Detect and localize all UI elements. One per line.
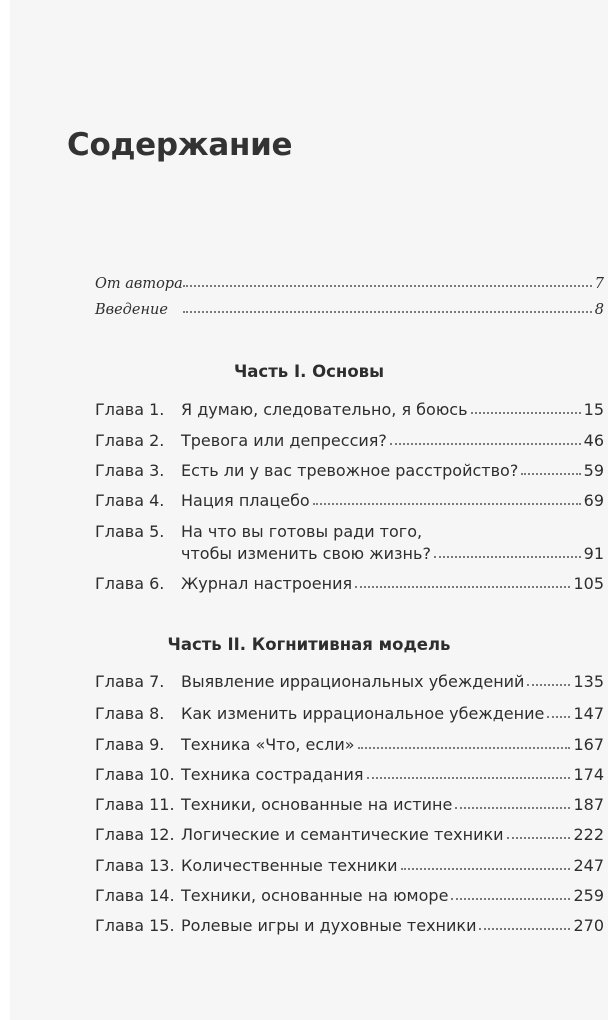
chapter-page: 91 [583,544,604,563]
dot-leader [521,472,580,475]
dot-leader [390,442,581,445]
toc-entry-author [95,276,604,292]
chapter-label: Глава 9. [95,735,165,754]
chapter-title: Я думаю, следовательно, я боюсь [181,400,468,419]
chapter-title: Журнал настроения [181,574,353,593]
chapter-label: Глава 5. [95,522,165,541]
toc-entry [95,522,604,541]
dot-leader [313,502,581,505]
chapter-label: Глава 8. [95,704,165,723]
dot-leader [507,836,571,839]
toc-entry [95,735,604,754]
dot-leader [471,411,581,414]
chapter-title: Есть ли у вас тревожное расстройство? [181,461,519,480]
chapter-page: 187 [573,795,604,814]
toc-entry-introduction [95,302,604,318]
toc-entry [95,704,604,723]
chapter-page: 69 [583,491,604,510]
chapter-title: Техники, основанные на истине [181,795,453,814]
chapter-page: 15 [583,400,604,419]
dot-leader [358,746,571,749]
chapter-title: На что вы готовы ради того, [181,522,423,541]
toc-entry [95,431,604,450]
chapter-title: Техники, основанные на юморе [181,886,449,905]
chapter-title: Техника «Что, если» [181,735,355,754]
chapter-page: 135 [573,672,604,691]
chapter-page: 59 [583,461,604,480]
dot-leader [355,585,570,588]
chapter-title: Логические и семантические техники [181,825,504,844]
toc-entry [95,795,604,814]
dot-leader [451,897,570,900]
part-heading: Часть I. Основы [233,362,385,381]
toc-entry [95,672,604,691]
chapter-label: Глава 3. [95,461,165,480]
chapter-label: Глава 7. [95,672,165,691]
toc-entry [95,825,604,844]
chapter-title: Тревога или депрессия? [181,431,387,450]
toc-entry [95,574,604,593]
toc-entry [95,400,604,419]
chapter-title: Нация плацебо [181,491,310,510]
toc-entry-title: От автора [95,276,183,292]
chapter-page: 222 [573,825,604,844]
chapter-label: Глава 10. [95,765,175,784]
toc-entry-continuation [181,544,604,563]
chapter-title-continuation: чтобы изменить свою жизнь? [181,544,431,563]
chapter-label: Глава 14. [95,886,175,905]
chapter-title: Как изменить иррациональное убеждение [181,704,545,723]
chapter-label: Глава 12. [95,825,175,844]
dot-leader [183,310,592,313]
toc-entry-title: Введение [95,302,168,318]
toc-entry [95,765,604,784]
chapter-title: Количественные техники [181,856,398,875]
dot-leader [479,927,570,930]
chapter-page: 105 [573,574,604,593]
chapter-title: Ролевые игры и духовные техники [181,916,477,935]
dot-leader [401,867,571,870]
page-title: Содержание [67,127,293,163]
dot-leader [547,715,570,718]
dot-leader [367,776,571,779]
chapter-page: 46 [583,431,604,450]
chapter-page: 259 [573,886,604,905]
chapter-title: Выявление иррациональных убеждений [181,672,525,691]
chapter-page: 147 [573,704,604,723]
toc-entry [95,491,604,510]
chapter-title: Техника сострадания [181,765,364,784]
chapter-label: Глава 4. [95,491,165,510]
toc-entry [95,886,604,905]
toc-entry-page: 8 [594,302,604,318]
chapter-page: 247 [573,856,604,875]
toc-entry [95,916,604,935]
dot-leader [527,683,570,686]
dot-leader [183,284,592,287]
chapter-label: Глава 2. [95,431,165,450]
part-heading: Часть II. Когнитивная модель [167,635,451,654]
chapter-label: Глава 1. [95,400,165,419]
dot-leader [455,806,570,809]
book-page [10,0,608,1020]
toc-entry-page: 7 [594,276,604,292]
chapter-page: 167 [573,735,604,754]
chapter-label: Глава 15. [95,916,175,935]
chapter-page: 174 [573,765,604,784]
toc-entry [95,856,604,875]
chapter-label: Глава 13. [95,856,175,875]
chapter-page: 270 [573,916,604,935]
toc-entry [95,461,604,480]
dot-leader [434,555,581,558]
chapter-label: Глава 6. [95,574,165,593]
chapter-label: Глава 11. [95,795,175,814]
